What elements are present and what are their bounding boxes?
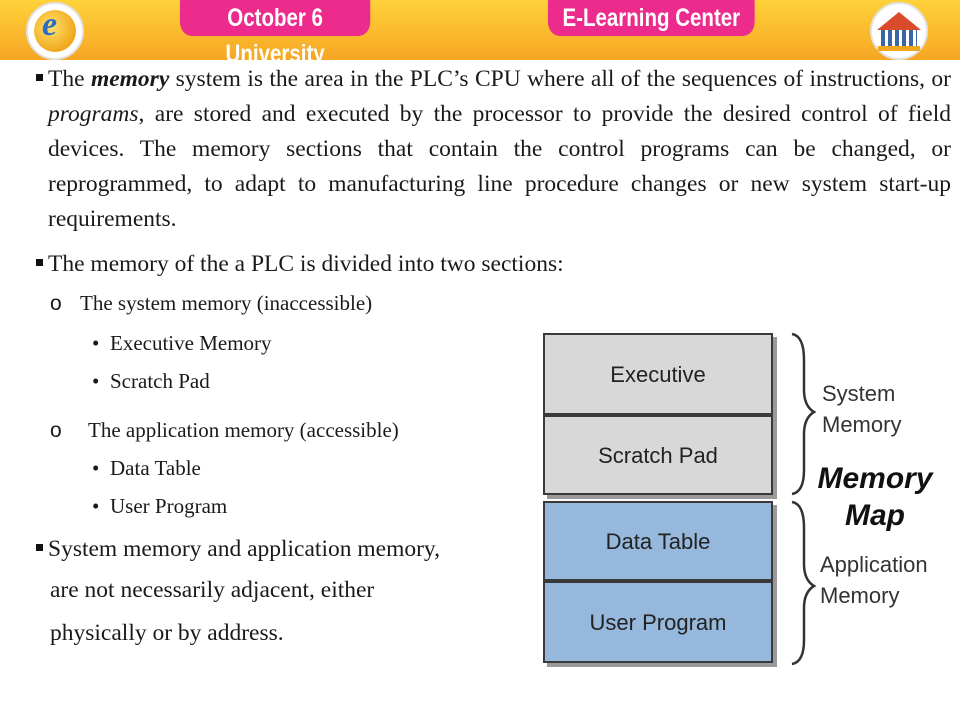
list-item: • Executive Memory xyxy=(92,331,272,355)
memory-map-diagram xyxy=(543,333,773,663)
list-item: • Data Table xyxy=(92,456,201,480)
data-table-block: Data Table xyxy=(543,501,773,581)
adjacency-paragraph: System memory and application memory, xyxy=(36,532,556,567)
building-logo-icon xyxy=(870,2,928,60)
memory-map-label: Memory Map xyxy=(817,462,933,532)
user-program-block: User Program xyxy=(543,581,773,663)
list-item: • Scratch Pad xyxy=(92,369,210,393)
scratch-pad-block: Scratch Pad xyxy=(543,415,773,495)
adjacency-line-3: physically or by address. xyxy=(50,620,284,646)
square-bullet-icon xyxy=(36,259,43,266)
square-bullet-icon xyxy=(36,544,43,551)
university-logo-icon: e xyxy=(26,2,84,60)
square-bullet-icon xyxy=(36,74,43,81)
executive-block: Executive xyxy=(543,333,773,415)
memory-definition-paragraph: The memory system is the area in the PLC’s CPU where all of the sequences of instructions, or programs, are stored and executed by the processor to provide the desired control of field devices. The memory sections that contain the control programs can be changed, or reprogrammed, to adapt to manufacturing line procedure changes or new system start-up requirements. xyxy=(36,62,951,237)
system-memory-label: System Memory xyxy=(822,381,902,437)
elearning-banner: E-Learning Center xyxy=(548,0,755,36)
university-banner: October 6 University xyxy=(180,0,370,36)
system-memory-heading: o The system memory (inaccessible) xyxy=(50,291,373,315)
adjacency-line-2: are not necessarily adjacent, either xyxy=(50,577,375,603)
application-memory-label: Application Memory xyxy=(820,552,928,608)
memory-sections-paragraph: The memory of the a PLC is divided into two sections: xyxy=(36,247,951,282)
application-memory-heading: o The application memory (accessible) xyxy=(50,418,399,442)
list-item: • User Program xyxy=(92,494,228,518)
header-bar xyxy=(0,0,960,68)
